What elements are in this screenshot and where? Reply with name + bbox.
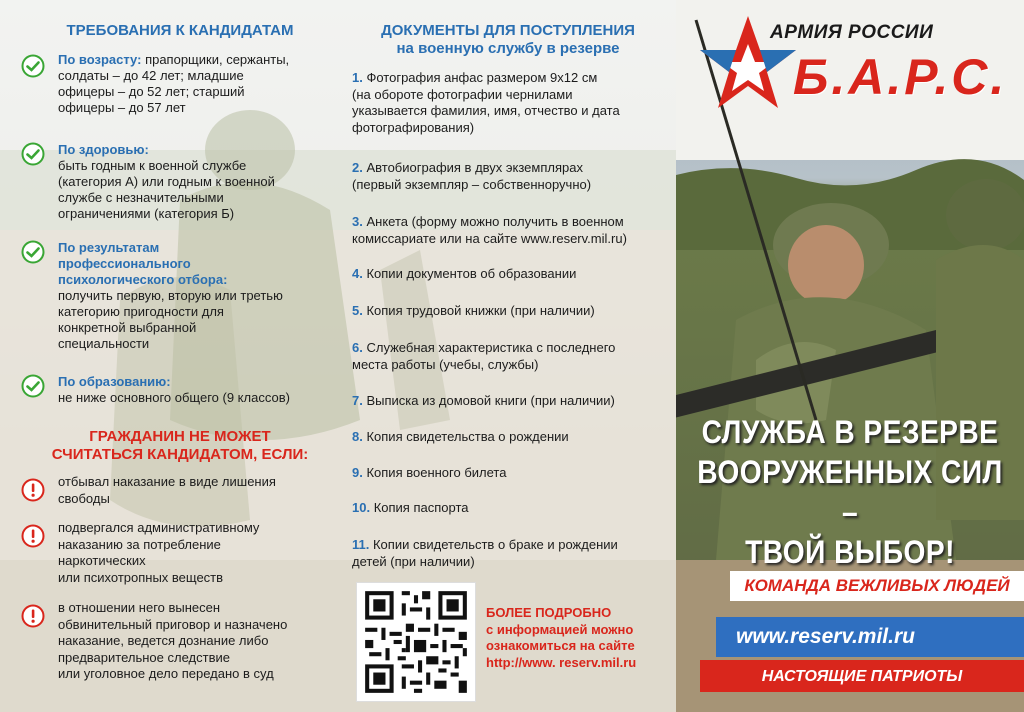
warning-icon xyxy=(21,478,45,502)
document-item: 8. Копия свидетельства о рождении xyxy=(352,429,569,444)
cannot-heading: ГРАЖДАНИН НЕ МОЖЕТ СЧИТАТЬСЯ КАНДИДАТОМ, ЕСЛИ: xyxy=(51,428,309,463)
document-item: 5. Копия трудовой книжки (при наличии) xyxy=(352,303,595,318)
army-title: АРМИЯ РОССИИ xyxy=(770,22,934,43)
requirement-education: По образованию: не ниже основного общего (9 классов) xyxy=(22,374,332,406)
cannot-item: в отношении него вынесен обвинительный приговор и назначено наказание, ведется дознание либо предварительное следствие или уголовное дело передано в суд xyxy=(22,600,332,683)
bars-title: Б.А.Р.С. xyxy=(793,49,1008,105)
more-info-link[interactable]: http://www. reserv.mil.ru xyxy=(486,654,637,670)
document-item: 10. Копия паспорта xyxy=(352,500,469,515)
document-item: 6. Служебная характеристика с последнего места работы (учебы, службы) xyxy=(352,340,616,372)
cannot-item: отбывал наказание в виде лишения свободы xyxy=(22,474,332,507)
check-icon xyxy=(21,142,45,166)
document-item: 7. Выписка из домовой книги (при наличии) xyxy=(352,393,615,408)
warning-icon xyxy=(21,524,45,548)
requirement-health: По здоровью: быть годным к военной службе (категория А) или годным к военной службе с незначительными ограничениями (категория Б) xyxy=(22,142,332,222)
team-label: КОМАНДА ВЕЖЛИВЫХ ЛЮДЕЙ xyxy=(744,576,1010,595)
cannot-item: подвергался административному наказанию за потребление наркотических или психотропных веществ xyxy=(22,520,332,586)
requirement-psychology: По результатам профессионального психологического отбора: получить первую, вторую или третью категорию пригодности для конкретной выбранной специальности xyxy=(22,240,332,352)
document-item: 2. Автобиография в двух экземплярах (первый экземпляр – собственноручно) xyxy=(352,160,592,192)
more-info: БОЛЕЕ ПОДРОБНО с информацией можно ознакомиться на сайте http://www. reserv.mil.ru xyxy=(486,605,676,671)
site-link[interactable]: www.reserv.mil.ru xyxy=(736,625,915,648)
requirements-heading: ТРЕБОВАНИЯ К КАНДИДАТАМ xyxy=(66,22,294,39)
cover-slogan: СЛУЖБА В РЕЗЕРВЕ ВООРУЖЕННЫХ СИЛ – ТВОЙ ВЫБОР! xyxy=(697,414,1003,570)
patriots-label: НАСТОЯЩИЕ ПАТРИОТЫ xyxy=(761,668,963,685)
document-item: 1. Фотография анфас размером 9х12 см (на обороте фотографии чернилами указывается фамилия, имя, отчество и дата фотографирования) xyxy=(352,70,620,135)
warning-icon xyxy=(21,604,45,628)
document-item: 9. Копия военного билета xyxy=(352,465,507,480)
qr-code[interactable] xyxy=(356,582,476,702)
requirement-title: По возрасту: xyxy=(58,52,142,67)
requirement-age: По возрасту: прапорщики, сержанты, солдаты – до 42 лет; младшие офицеры – до 52 лет; старший офицеры – до 57 лет xyxy=(22,52,332,116)
document-item: 11. Копии свидетельств о браке и рождении детей (при наличии) xyxy=(352,537,618,569)
requirement-title: По здоровью: xyxy=(58,142,149,157)
document-item: 3. Анкета (форму можно получить в военном комиссариате или на сайте www.reserv.mil.ru) xyxy=(352,214,627,246)
check-icon xyxy=(21,54,45,78)
check-icon xyxy=(21,240,45,264)
documents-heading: ДОКУМЕНТЫ ДЛЯ ПОСТУПЛЕНИЯ на военную службу в резерве xyxy=(381,22,635,57)
check-icon xyxy=(21,374,45,398)
document-item: 4. Копии документов об образовании xyxy=(352,266,577,281)
